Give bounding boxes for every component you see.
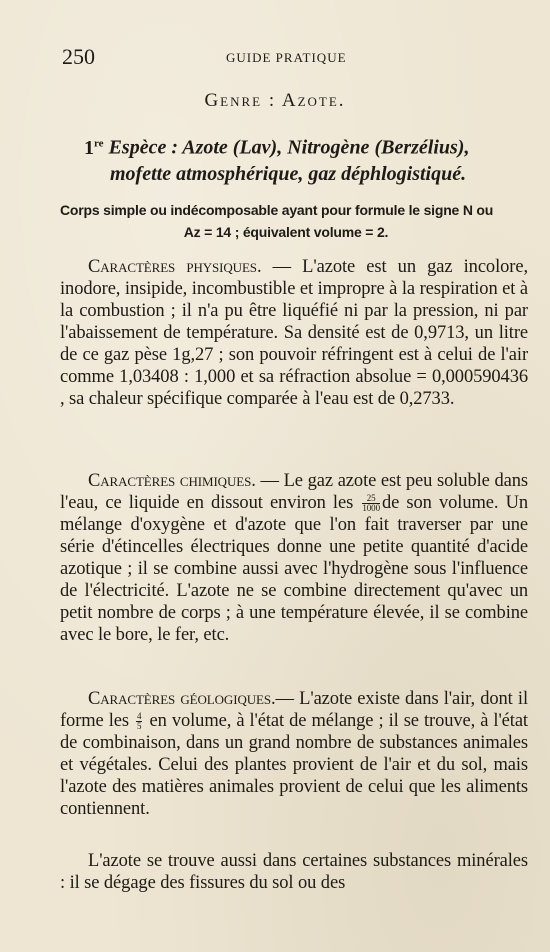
species-names: Espèce : Azote (Lav), Nitrogène (Berzélius), mofette atmosphérique, gaz déphlogistiqué. (103, 136, 470, 185)
species-number (84, 137, 104, 159)
paragraph-body-geological-1: — L'azote existe dans l'air, dont il forme les (60, 689, 528, 731)
species-number-digit: 1 (84, 136, 94, 159)
formula-note (60, 199, 530, 243)
paragraph-body-physical: — L'azote est un gaz incolore, inodore, insipide, incombustible et impropre à la respiration et à la combustion ; il n'a pu être liquéfié ni par la pression, ni par l'abaissement de température. Sa densité est de 0,9713, un litre de ce gaz pèse 1g,27 ; son pouvoir réfringent est à celui de l'air comme 1,03408 : 1,000 et sa réfraction absolue = 0,000590436 , sa chaleur spécifique comparée à l'eau est de 0,2733. (60, 257, 528, 409)
fraction-numerator: 25 (362, 494, 380, 504)
page-number: 250 (62, 44, 95, 69)
section-heading: Genre : Azote. (204, 90, 346, 111)
paragraph-physical (60, 256, 528, 410)
fraction-solubility (362, 494, 380, 513)
page-header (62, 44, 522, 74)
paragraph-mineral: L'azote se trouve aussi dans certaines substances minérales : il se dégage des fissures du sol ou des (60, 851, 528, 893)
formula-line-1: Corps simple ou indécomposable ayant pour formule le signe N ou (60, 202, 494, 218)
fraction-volume (136, 712, 142, 731)
paragraph-body-geological-2: en volume, à l'état de mélange ; il se trouve, à l'état de combinaison, dans un grand nombre de substances animales et végétales. Celui des plantes provient de l'air et du sol, mais l'azote des matières animales provient de celui que les aliments contiennent. (60, 711, 528, 819)
fraction-numerator: 4 (137, 711, 142, 722)
species-heading (84, 130, 524, 187)
paragraph-body-chemical-1: — Le gaz azote est peu soluble dans l'eau, ce liquide en dissout environ les (60, 471, 528, 513)
paragraph-heading-physical: Caractères physiques. (88, 257, 262, 277)
paragraph-geological (60, 688, 528, 820)
paragraph-heading-geological: Caractères géologiques. (88, 689, 276, 709)
fraction-denominator: 1000 (362, 503, 380, 514)
formula-line-2: Az = 14 ; équivalent volume = 2. (183, 224, 389, 240)
running-title: GUIDE PRATIQUE (226, 50, 347, 65)
paragraph-heading-chemical: Caractères chimiques. (88, 471, 256, 491)
fraction-denominator: 5 (137, 721, 142, 732)
paragraph-body-chemical-2: de son volume. Un mélange d'oxygène et d'azote que l'on fait traverser par une série d'étincelles électriques donne une petite quantité d'acide azotique ; il se combine aussi avec l'hydrogène sous l'influence de l'électricité. L'azote ne se combine directement qu'avec un petit nombre de corps ; à une température élevée, il se combine avec le bore, le fer, etc. (60, 493, 529, 645)
paragraph-chemical (60, 470, 528, 646)
species-number-suffix: re (94, 137, 104, 149)
